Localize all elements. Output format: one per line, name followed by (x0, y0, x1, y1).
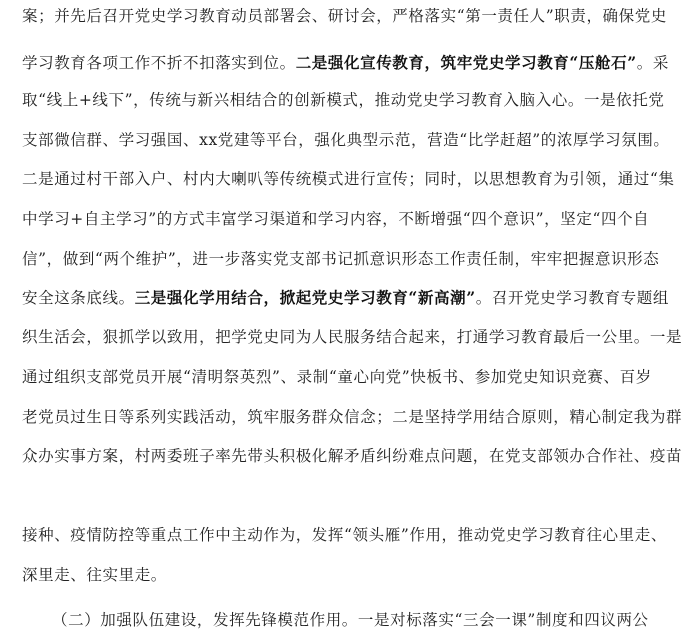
text-segment: 。采 (636, 54, 669, 72)
text-line-2 (22, 53, 669, 73)
text-line-8 (22, 288, 669, 308)
text-line-10: 通过组织支部党员开展“清明祭英烈”、录制“童心向党”快板书、参加党史知识竞赛、百岁 (22, 368, 652, 386)
text-segment: 安全这条底线。 (22, 289, 135, 307)
text-line-3: 取“线上+线下”，传统与新兴相结合的创新模式，推动党史学习教育入脑入心。一是依托党 (22, 91, 665, 109)
text-segment: 。召开党史学习教育专题组 (475, 289, 669, 307)
text-segment: 学习教育各项工作不折不扣落实到位。 (22, 54, 296, 72)
text-line-1: 案；并先后召开党史学习教育动员部署会、研讨会，严格落实“第一责任人”职责，确保党史 (22, 7, 667, 25)
text-line-13: 接种、疫情防控等重点工作中主动作为，发挥“领头雁”作用，推动党史学习教育往心里走、 (22, 526, 667, 544)
text-line-11: 老党员过生日等系列实践活动，筑牢服务群众信念；二是坚持学用结合原则，精心制定我为群 (22, 408, 682, 426)
text-line-12: 众办实事方案，村两委班子率先带头积极化解矛盾纠纷难点问题，在党支部领办合作社、疫苗 (22, 447, 682, 465)
text-line-4: 支部微信群、学习强国、xx党建等平台，强化典型示范，营造“比学赶超”的浓厚学习氛围。 (22, 131, 670, 149)
bold-heading-3: 三是强化学用结合，掀起党史学习教育“新高潮” (134, 288, 476, 307)
section-heading: （二）加强队伍建设，发挥先锋模范作用。 (52, 611, 358, 629)
bold-heading-2: 二是强化宣传教育，筑牢党史学习教育“压舱石” (295, 53, 637, 72)
text-line-6: 中学习+自主学习”的方式丰富学习渠道和学习内容，不断增强“四个意识”，坚定“四个自 (22, 210, 650, 228)
text-line-9: 织生活会，狠抓学以致用，把学党史同为人民服务结合起来，打通学习教育最后一公里。一是 (22, 328, 682, 346)
text-line-14: 深里走、往实里走。 (22, 566, 167, 584)
section-text: 一是对标落实“三会一课”制度和四议两公 (357, 611, 649, 629)
text-line-5: 二是通过村干部入户、村内大喇叭等传统模式进行宣传；同时，以思想教育为引领，通过“集 (22, 170, 675, 188)
text-line-7: 信”，做到“两个维护”，进一步落实党支部书记抓意识形态工作责任制，牢牢把握意识形态 (22, 250, 660, 268)
section-heading-line (52, 610, 649, 630)
